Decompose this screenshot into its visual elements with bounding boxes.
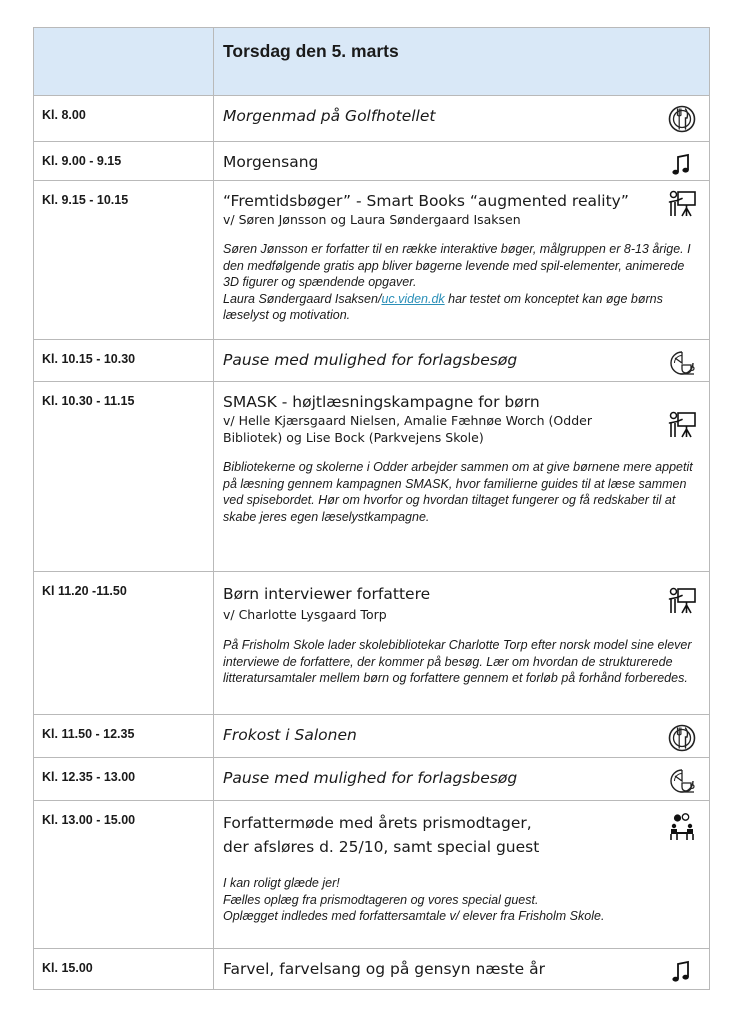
row-time: Kl. 8.00 [42,108,86,122]
row-title: SMASK - højtlæsningskampagne for børn [223,393,540,411]
row-time: Kl. 9.15 - 10.15 [42,193,129,207]
dining-icon [667,104,697,134]
description-text: Oplægget indledes med forfattersamtale v/ elever fra Frisholm Skole. [223,909,605,923]
schedule-row [34,801,710,949]
row-description: Bibliotekerne og skolerne i Odder arbejder sammen om at give børnene mere appetit på læsning gennem kampagnen SMASK, hvor familierne guides til at læse sammen ved spisebordet. Hør om hvorfor og hvordan tiltaget fungerer og få redskaber til at skabe jeres egen læselystkampagne. [223,460,693,524]
row-title: Pause med mulighed for forlagsbesøg [223,351,518,369]
row-time: Kl. 9.00 - 9.15 [42,154,122,168]
row-title: Forfattermøde med årets prismodtager, der afsløres d. 25/10, samt special guest [223,814,540,856]
uc-viden-link[interactable]: uc.viden.dk [381,291,445,306]
row-time: Kl. 10.15 - 10.30 [42,352,136,366]
row-title: “Fremtidsbøger” - Smart Books “augmented reality” [223,192,629,210]
description-text: Søren Jønsson er forfatter til en række interaktive bøger, målgruppen er 8-13 årige. I den medfølgende gratis app bliver bøgerne levende med spil-elementer, animerede 3D figurer og spændende opgaver. [223,242,691,289]
row-speakers: v/ Charlotte Lysgaard Torp [223,607,387,622]
schedule-row [34,96,710,142]
row-speakers: v/ Søren Jønsson og Laura Søndergaard Isaksen [223,212,521,227]
row-description [223,875,701,925]
music-note-icon [667,957,697,987]
row-time: Kl. 15.00 [42,961,93,975]
header-row [34,28,710,96]
description-text: Laura Søndergaard Isaksen/ [223,291,382,306]
row-description: På Frisholm Skole lader skolebibliotekar Charlotte Torp efter norsk model sine elever interviewe de forfattere, der kommer på besøg. Lær om hvordan de strukturerede litteratursamtaler mellem børn og forfattere gennem et forløb på forhånd forberedes. [223,638,692,685]
presenter-icon [667,586,697,616]
row-time: Kl. 11.50 - 12.35 [42,727,135,741]
schedule-row [34,572,710,715]
clock-coffee-icon [667,348,697,378]
music-note-icon [667,150,697,180]
row-title: Pause med mulighed for forlagsbesøg [223,769,518,787]
row-title: Farvel, farvelsang og på gensyn næste år [223,960,545,978]
schedule-row [34,142,710,181]
presenter-icon [667,410,697,440]
schedule-row [34,382,710,572]
schedule-row [34,340,710,382]
header-title-cell [214,28,710,96]
row-title: Frokost i Salonen [223,726,357,744]
row-speakers: v/ Helle Kjærsgaard Nielsen, Amalie Fæhnøe Worch (Odder Bibliotek) og Lise Bock (Parkvejens Skole) [223,413,592,445]
dining-icon [667,723,697,753]
schedule-row [34,715,710,758]
header-time-cell [34,28,214,96]
schedule-row [34,949,710,990]
day-title: Torsdag den 5. marts [223,41,399,61]
row-description [223,241,701,324]
row-title: Børn interviewer forfattere [223,585,431,603]
schedule-row [34,181,710,340]
row-time: Kl 11.20 -11.50 [42,584,127,598]
description-text: Fælles oplæg fra prismodtageren og vores special guest. [223,892,539,907]
row-time: Kl. 13.00 - 15.00 [42,813,136,827]
presenter-icon [667,189,697,219]
row-title: Morgensang [223,153,319,171]
row-time: Kl. 10.30 - 11.15 [42,394,135,408]
schedule-row [34,758,710,801]
row-time: Kl. 12.35 - 13.00 [42,770,136,784]
description-text [223,291,701,324]
row-title: Morgenmad på Golfhotellet [223,107,436,125]
meeting-icon [667,813,697,843]
program-table [33,27,710,990]
description-text: har testet om konceptet kan øge børns læselyst og motivation. [223,291,663,322]
clock-coffee-icon [667,766,697,796]
description-text: I kan roligt glæde jer! [223,876,340,890]
